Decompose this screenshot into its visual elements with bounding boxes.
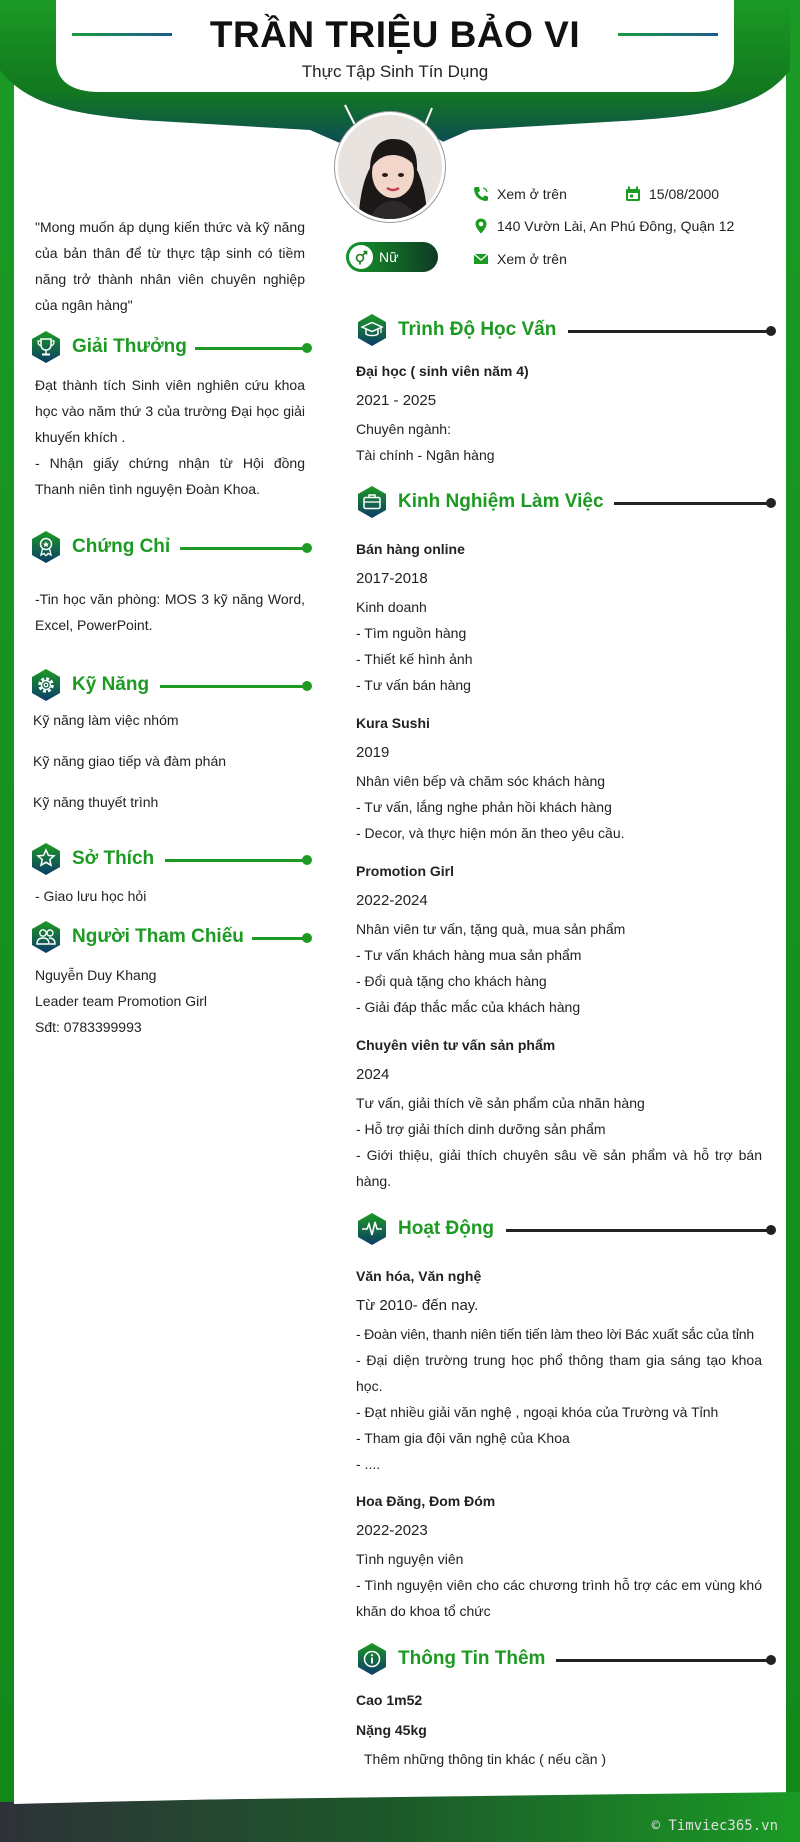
activity-name: Văn hóa, Văn nghệ xyxy=(356,1268,482,1284)
section-activities-title: Hoạt Động xyxy=(398,1218,495,1239)
section-hobbies-title: Sở Thích xyxy=(72,848,155,869)
extra-weight: Nặng 45kg xyxy=(356,1722,427,1738)
section-certificates xyxy=(30,530,312,566)
section-dot xyxy=(302,933,312,943)
job-line: - Tư vấn bán hàng xyxy=(356,677,471,693)
gear-icon xyxy=(30,668,62,702)
job-line: - Thiết kế hình ảnh xyxy=(356,651,473,667)
objective: "Mong muốn áp dụng kiến thức và kỹ năng của bản thân để từ thực tập sinh có tiềm năng trở thành nhân viên chuyên nghiệp của ngân hàng" xyxy=(35,219,305,313)
envelope-icon xyxy=(473,251,489,267)
job-line: - Decor, và thực hiện món ăn theo yêu cầu. xyxy=(356,825,625,841)
phone-icon xyxy=(473,186,489,202)
frame-left xyxy=(0,0,14,1842)
section-line xyxy=(252,937,305,940)
gender-badge xyxy=(346,242,438,272)
section-dot xyxy=(302,343,312,353)
section-certificates-title: Chứng Chỉ xyxy=(72,536,171,557)
section-dot xyxy=(302,681,312,691)
job-line: Tư vấn, giải thích về sản phẩm của nhãn hàng xyxy=(356,1095,645,1111)
graduation-cap-icon xyxy=(356,313,388,347)
section-line xyxy=(506,1229,770,1232)
job-line: - Đổi quà tặng cho khách hàng xyxy=(356,973,547,989)
candidate-name: TRẦN TRIỆU BẢO VI xyxy=(209,14,581,55)
section-references-title: Người Tham Chiếu xyxy=(72,926,244,947)
activity-line: - Tình nguyện viên cho các chương trình hỗ trợ các em vùng khó khăn do khoa tổ chức xyxy=(356,1577,762,1619)
trophy-icon xyxy=(30,330,62,364)
section-dot xyxy=(766,1655,776,1665)
job-company: Bán hàng online xyxy=(356,541,465,557)
skill-item: Kỹ năng làm việc nhóm xyxy=(33,712,179,728)
footer-banner xyxy=(0,1790,800,1842)
section-line xyxy=(180,547,305,550)
reference-line: Leader team Promotion Girl xyxy=(35,993,207,1009)
info-icon xyxy=(356,1642,388,1676)
job-line: - Hỗ trợ giải thích dinh dưỡng sản phẩm xyxy=(356,1121,606,1137)
education-major: Tài chính - Ngân hàng xyxy=(356,447,495,463)
section-dot xyxy=(766,1225,776,1235)
section-awards xyxy=(30,330,312,366)
avatar xyxy=(335,112,445,222)
job-line: Nhân viên tư vấn, tặng quà, mua sản phẩm xyxy=(356,921,626,937)
contact-birthday-text: 15/08/2000 xyxy=(649,186,720,202)
section-line xyxy=(568,330,770,333)
contact-email-text: Xem ở trên xyxy=(497,251,567,267)
education-years: 2021 - 2025 xyxy=(356,392,437,409)
briefcase-icon xyxy=(356,485,388,519)
gender-icon xyxy=(349,245,373,269)
section-dot xyxy=(766,498,776,508)
reference-line: Nguyễn Duy Khang xyxy=(35,967,157,983)
job-years: 2022-2024 xyxy=(356,892,428,909)
skill-item: Kỹ năng giao tiếp và đàm phán xyxy=(33,753,227,769)
skill-item: Kỹ năng thuyết trình xyxy=(33,794,159,810)
section-extra xyxy=(356,1642,776,1678)
job-years: 2024 xyxy=(356,1066,390,1083)
certificates-text: -Tin học văn phòng: MOS 3 kỹ năng Word, Excel, PowerPoint. xyxy=(35,591,305,633)
section-education xyxy=(356,313,776,349)
job-line: - Tư vấn, lắng nghe phản hồi khách hàng xyxy=(356,799,612,815)
activity-line: - Đoàn viên, thanh niên tiến tiến làm theo lời Bác xuất sắc của tỉnh xyxy=(356,1326,754,1342)
contact-birthday xyxy=(625,186,719,202)
section-skills xyxy=(30,668,312,704)
section-line xyxy=(614,502,770,505)
extra-note: Thêm những thông tin khác ( nếu cần ) xyxy=(364,1751,607,1767)
section-education-title: Trình Độ Học Vấn xyxy=(398,319,557,340)
medal-icon xyxy=(30,530,62,564)
activity-line: Tình nguyện viên xyxy=(356,1551,464,1567)
activity-line: - Đạt nhiều giải văn nghệ , ngoại khóa của Trường và Tỉnh xyxy=(356,1404,719,1420)
section-references xyxy=(30,920,312,956)
education-major-label: Chuyên ngành: xyxy=(356,421,451,437)
job-line: - Giải đáp thắc mắc của khách hàng xyxy=(356,999,581,1015)
extra-height: Cao 1m52 xyxy=(356,1692,423,1708)
section-dot xyxy=(302,855,312,865)
contact-phone xyxy=(473,186,567,202)
job-company: Promotion Girl xyxy=(356,863,454,879)
section-line xyxy=(556,1659,770,1662)
job-company: Kura Sushi xyxy=(356,715,430,731)
job-years: 2019 xyxy=(356,744,390,761)
section-extra-title: Thông Tin Thêm xyxy=(398,1648,546,1669)
activity-name: Hoa Đăng, Đom Đóm xyxy=(356,1493,496,1509)
section-experience-title: Kinh Nghiệm Làm Việc xyxy=(398,491,604,512)
section-dot xyxy=(766,326,776,336)
job-line: - Tìm nguồn hàng xyxy=(356,625,467,641)
activity-years: Từ 2010- đến nay. xyxy=(356,1297,479,1314)
gender-text: Nữ xyxy=(379,249,399,265)
job-line: - Giới thiệu, giải thích chuyên sâu về sản phẩm và hỗ trợ bán hàng. xyxy=(356,1147,762,1189)
candidate-role: Thực Tập Sinh Tín Dụng xyxy=(301,62,489,81)
section-awards-title: Giải Thưởng xyxy=(72,336,187,357)
frame-right xyxy=(786,0,800,1842)
section-dot xyxy=(302,543,312,553)
section-experience xyxy=(356,485,776,521)
contact-address-text: 140 Vườn Lài, An Phú Đông, Quận 12 xyxy=(497,218,735,234)
location-pin-icon xyxy=(473,218,489,234)
section-line xyxy=(195,347,305,350)
activity-line: - .... xyxy=(356,1456,381,1472)
contact-phone-text: Xem ở trên xyxy=(497,186,567,202)
pulse-icon xyxy=(356,1212,388,1246)
awards-line-1: Đạt thành tích Sinh viên nghiên cứu khoa học vào năm thứ 3 của trường Đại học giải khuyến khích . xyxy=(35,377,305,445)
section-activities xyxy=(356,1212,776,1248)
footer-watermark: © Timviec365.vn xyxy=(651,1818,778,1834)
star-icon xyxy=(30,842,62,876)
section-hobbies xyxy=(30,842,312,878)
job-line: Nhân viên bếp và chăm sóc khách hàng xyxy=(356,773,606,789)
job-line: Kinh doanh xyxy=(356,599,427,615)
awards-line-2: - Nhận giấy chứng nhận từ Hội đồng Thanh niên tình nguyện Đoàn Khoa. xyxy=(35,455,305,497)
contact-email xyxy=(473,251,567,267)
section-skills-title: Kỹ Năng xyxy=(72,674,150,695)
job-company: Chuyên viên tư vấn sản phẩm xyxy=(356,1037,556,1053)
job-line: - Tư vấn khách hàng mua sản phẩm xyxy=(356,947,582,963)
hobbies-text: - Giao lưu học hỏi xyxy=(35,888,147,904)
education-degree: Đại học ( sinh viên năm 4) xyxy=(356,363,529,379)
activity-years: 2022-2023 xyxy=(356,1522,428,1539)
section-line xyxy=(165,859,305,862)
people-icon xyxy=(30,920,62,954)
reference-line: Sđt: 0783399993 xyxy=(35,1019,142,1035)
section-line xyxy=(160,685,305,688)
activity-line: - Tham gia đội văn nghệ của Khoa xyxy=(356,1430,570,1446)
calendar-icon xyxy=(625,186,641,202)
contact-address xyxy=(473,218,734,234)
activity-line: - Đại diện trường trung học phổ thông tham gia sáng tạo khoa học. xyxy=(356,1352,762,1394)
job-years: 2017-2018 xyxy=(356,570,428,587)
